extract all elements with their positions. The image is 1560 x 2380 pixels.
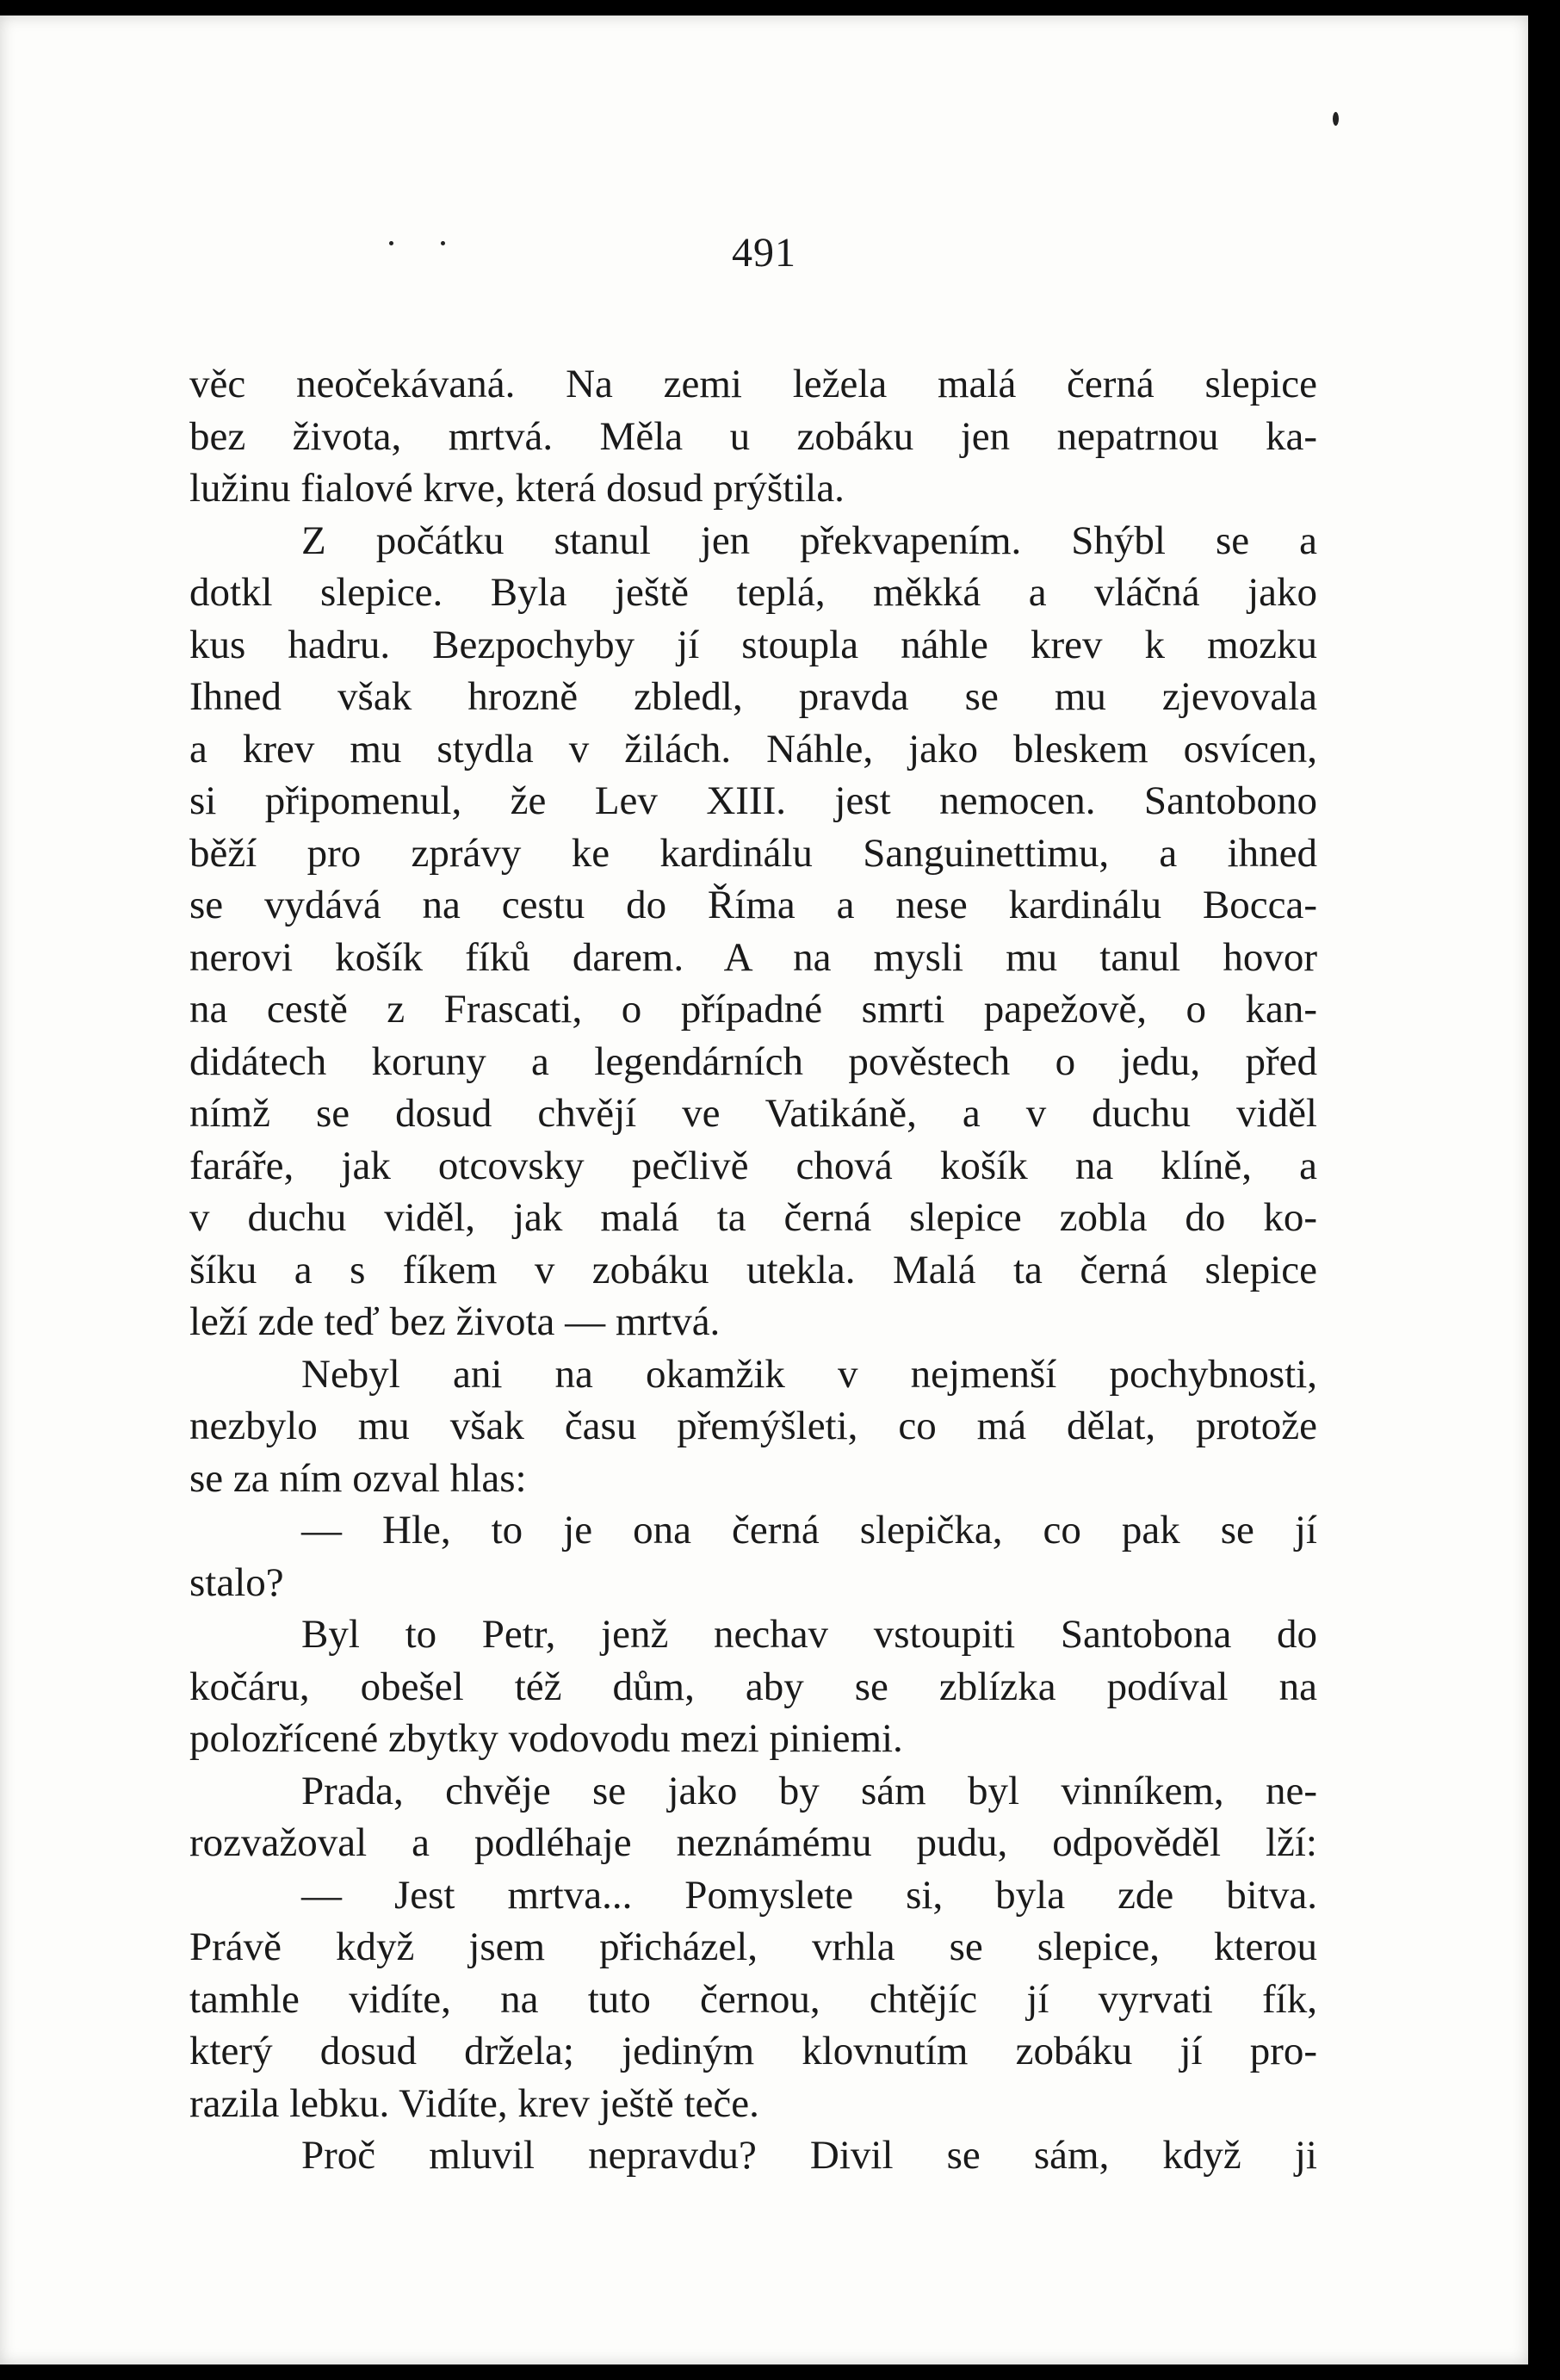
text-line: kus hadru. Bezpochyby jí stoupla náhle krev k mozku	[189, 622, 1317, 667]
text-line: nezbylo mu však času přemýšleti, co má dělat, protože	[189, 1404, 1317, 1448]
text-line: si připomenul, že Lev XIII. jest nemocen. Santobono	[189, 778, 1317, 823]
text-line: rozvažoval a podléhaje neznámému pudu, odpověděl lží:	[189, 1820, 1317, 1865]
text-line: nerovi košík fíků darem. A na mysli mu tanul hovor	[189, 934, 1317, 980]
text-line: leží zde teď bez života — mrtvá.	[189, 1299, 721, 1344]
text-line: stalo?	[189, 1559, 284, 1605]
text-line: Právě když jsem přicházel, vrhla se slepice, kterou	[189, 1924, 1317, 1969]
text-line: Z počátku stanul jen překvapením. Shýbl se a	[301, 518, 1317, 563]
text-line: tamhle vidíte, na tuto černou, chtějíc jí vyrvati fík,	[189, 1976, 1317, 2022]
text-line: se za ním ozval hlas:	[189, 1455, 527, 1501]
text-line: se vydává na cestu do Říma a nese kardinálu Bocca-	[189, 883, 1317, 927]
text-line: bez života, mrtvá. Měla u zobáku jen nepatrnou ka-	[189, 413, 1317, 459]
ink-speck	[441, 241, 445, 245]
page-number: 491	[732, 230, 796, 276]
text-line: běží pro zprávy ke kardinálu Sanguinettimu, a ihned	[189, 830, 1317, 876]
text-line: didátech koruny a legendárních pověstech o jedu, před	[189, 1038, 1317, 1084]
text-line: lužinu fialové krve, která dosud prýštila.	[189, 466, 845, 511]
book-page	[0, 15, 1528, 2365]
text-line: dotkl slepice. Byla ještě teplá, měkká a vláčná jako	[189, 570, 1317, 615]
text-line: Ihned však hrozně zbledl, pravda se mu zjevovala	[189, 674, 1317, 719]
text-line: který dosud držela; jediným klovnutím zobáku jí pro-	[189, 2029, 1317, 2073]
text-line: nímž se dosud chvějí ve Vatikáně, a v duchu viděl	[189, 1091, 1317, 1136]
page-edge-shadow	[1528, 0, 1560, 2380]
text-line: kočáru, obešel též dům, aby se zblízka podíval na	[189, 1664, 1317, 1709]
text-line: šíku a s fíkem v zobáku utekla. Malá ta černá slepice	[189, 1247, 1317, 1292]
body-text	[189, 358, 1317, 2182]
text-line: — Jest mrtva... Pomyslete si, byla zde bitva.	[301, 1872, 1317, 1918]
text-line: Proč mluvil nepravdu? Divil se sám, když ji	[301, 2133, 1317, 2178]
text-line: Byl to Petr, jenž nechav vstoupiti Santobona do	[301, 1612, 1317, 1657]
text-line: razila lebku. Vidíte, krev ještě teče.	[189, 2080, 759, 2126]
text-line: věc neočekávaná. Na zemi ležela malá černá slepice	[189, 362, 1317, 406]
ink-speck	[389, 241, 393, 245]
text-line: — Hle, to je ona černá slepička, co pak se jí	[301, 1508, 1317, 1553]
ink-speck	[1333, 112, 1339, 126]
text-line: na cestě z Frascati, o případné smrti papežově, o kan-	[189, 987, 1317, 1032]
text-line: Prada, chvěje se jako by sám byl vinníkem, ne-	[301, 1768, 1317, 1813]
text-line: polozřícené zbytky vodovodu mezi piniemi.	[189, 1716, 903, 1761]
text-line: a krev mu stydla v žilách. Náhle, jako bleskem osvícen,	[189, 726, 1317, 772]
text-line: faráře, jak otcovsky pečlivě chová košík na klíně, a	[189, 1143, 1317, 1188]
text-line: v duchu viděl, jak malá ta černá slepice zobla do ko-	[189, 1195, 1317, 1240]
text-line: Nebyl ani na okamžik v nejmenší pochybnosti,	[301, 1351, 1317, 1397]
